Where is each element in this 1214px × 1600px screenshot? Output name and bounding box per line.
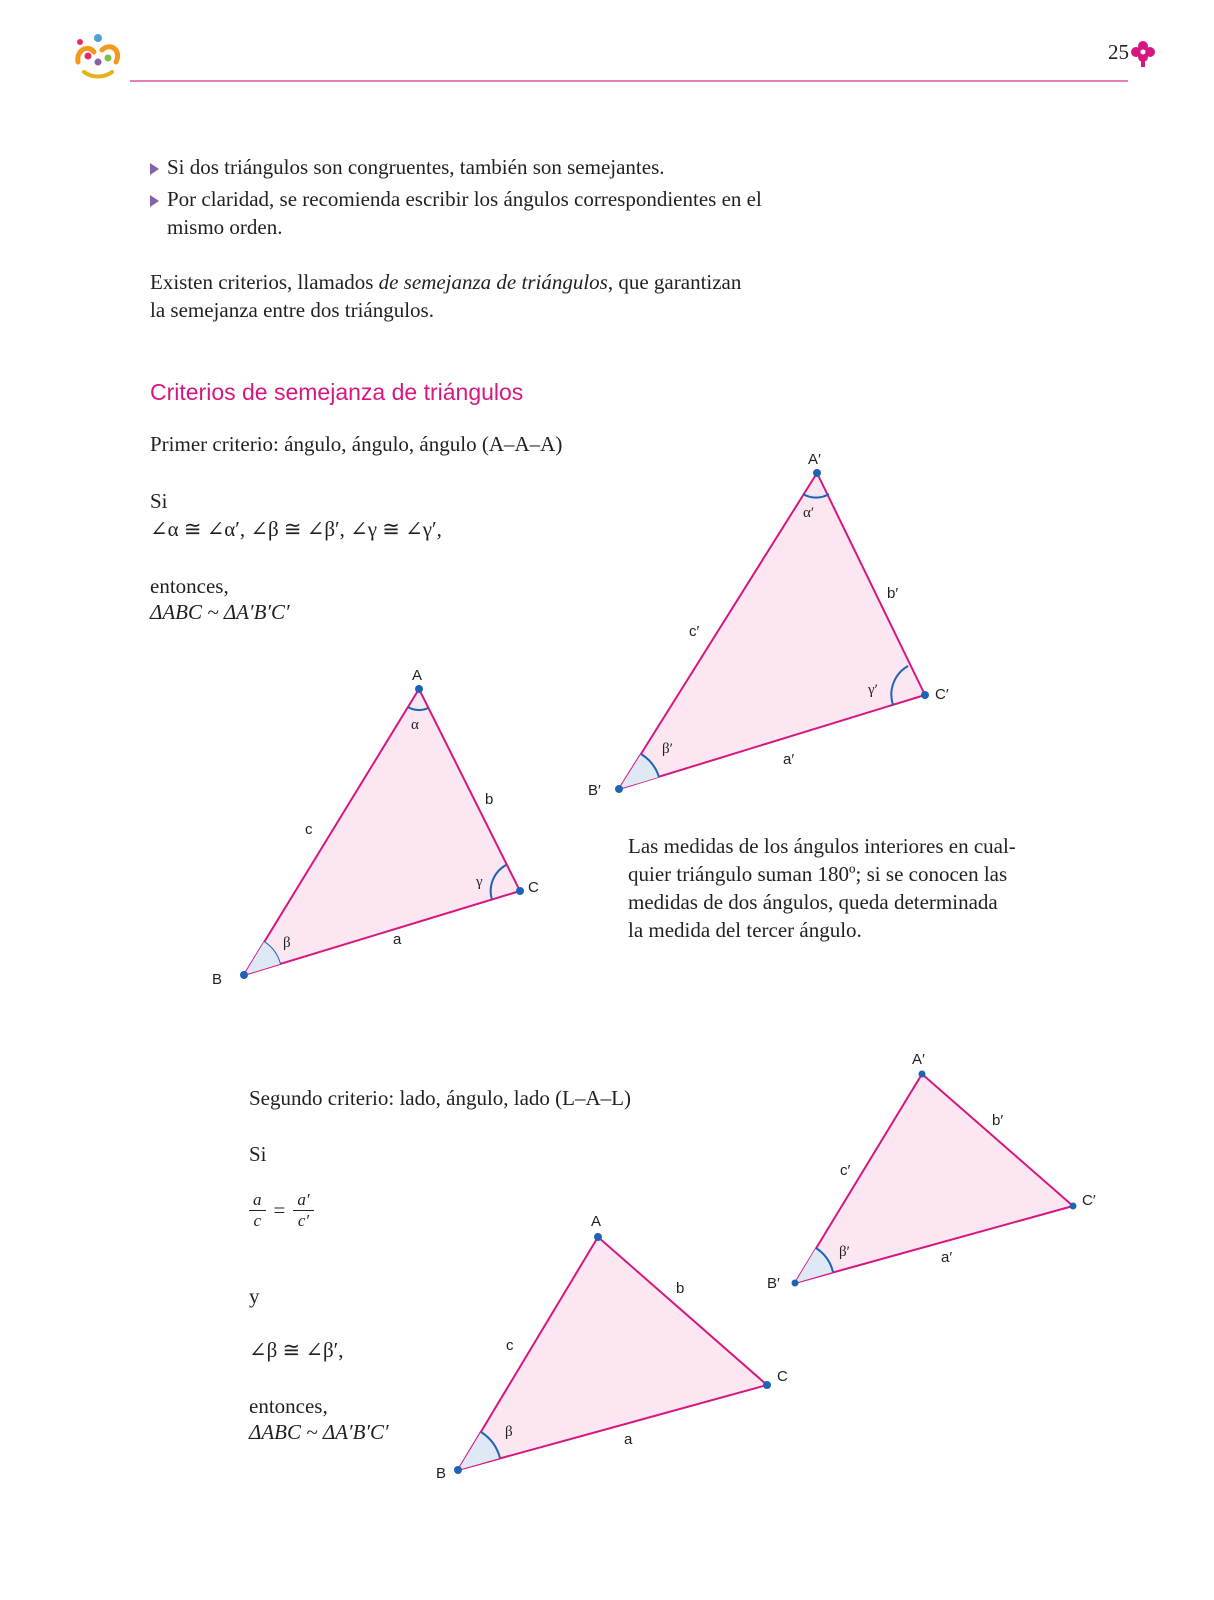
vertex-label-c: C xyxy=(777,1368,788,1385)
side-label-c: c′ xyxy=(840,1162,851,1179)
vertex-label-c: C xyxy=(528,879,539,896)
side-label-b: b xyxy=(485,791,494,808)
fraction-denominator: c′ xyxy=(297,1211,310,1230)
note-line: quier triángulo suman 180º; si se conocen las xyxy=(628,862,1008,886)
side-label-a: a xyxy=(624,1431,633,1448)
equals-sign: = xyxy=(273,1198,286,1222)
vertex-label-a: A xyxy=(591,1213,602,1230)
note-line: medidas de dos ángulos, queda determinada xyxy=(628,890,998,914)
criterion2-conclusion: ΔABC ~ ΔA′B′C′ xyxy=(249,1420,389,1444)
angle-label-alpha: α′ xyxy=(803,505,815,521)
intro-text: Existen criterios, llamados xyxy=(150,270,379,294)
criterion1-title: Primer criterio: ángulo, ángulo, ángulo (A–A–A) xyxy=(150,432,563,456)
fraction-denominator: c xyxy=(253,1211,262,1230)
angle-label-gamma: γ xyxy=(476,874,483,890)
side-label-a: a′ xyxy=(783,751,795,768)
vertex-label-c: C′ xyxy=(935,686,949,703)
vertex-label-b: B′ xyxy=(767,1275,780,1292)
side-label-b: b′ xyxy=(887,585,899,602)
page-number: 25 xyxy=(1108,40,1129,64)
note-line: la medida del tercer ángulo. xyxy=(628,918,862,942)
angle-label-beta: β′ xyxy=(662,741,673,757)
side-label-b: b xyxy=(676,1280,685,1297)
bullet-text: Por claridad, se recomienda escribir los ángulos correspondientes en el xyxy=(167,187,762,211)
criterion1-entonces: entonces, xyxy=(150,574,229,598)
vertex-label-a: A′ xyxy=(912,1051,925,1068)
bullet-continuation: mismo orden. xyxy=(167,215,283,239)
side-label-c: c xyxy=(305,821,313,838)
side-label-b: b′ xyxy=(992,1112,1004,1129)
criterion2-condition: ∠β ≅ ∠β′, xyxy=(249,1338,344,1362)
intro-text: , que garantizan xyxy=(607,270,742,294)
vertex-label-b: B′ xyxy=(588,782,601,799)
fraction-numerator: a′ xyxy=(293,1190,313,1211)
note-line: Las medidas de los ángulos interiores en cual- xyxy=(628,834,1016,858)
vertex-label-c: C′ xyxy=(1082,1192,1096,1209)
criterion1-condition: ∠α ≅ ∠α′, ∠β ≅ ∠β′, ∠γ ≅ ∠γ′, xyxy=(150,517,442,541)
side-label-c: c xyxy=(506,1337,514,1354)
vertex-dot xyxy=(919,1071,926,1078)
angle-label-beta: β′ xyxy=(839,1244,850,1260)
vertex-label-b: B xyxy=(212,971,223,988)
vertex-label-b: B xyxy=(436,1465,447,1482)
criterion2-si: Si xyxy=(249,1142,267,1166)
intro-line-2: la semejanza entre dos triángulos. xyxy=(150,298,434,322)
bullet-text: Si dos triángulos son congruentes, también son semejantes. xyxy=(167,155,665,179)
criterion1-si: Si xyxy=(150,489,168,513)
fraction-numerator: a xyxy=(249,1190,266,1211)
angle-label-beta: β xyxy=(505,1424,513,1440)
criterion1-conclusion: ΔABC ~ ΔA′B′C′ xyxy=(150,600,290,624)
vertex-label-a: A′ xyxy=(808,451,821,468)
angle-label-alpha: α xyxy=(411,717,419,733)
angle-label-beta: β xyxy=(283,935,291,951)
section-title: Criterios de semejanza de triángulos xyxy=(150,379,524,405)
side-label-a: a xyxy=(393,931,402,948)
vertex-dot xyxy=(792,1280,799,1287)
vertex-label-a: A xyxy=(412,667,423,684)
side-label-a: a′ xyxy=(941,1249,953,1266)
criterion2-entonces: entonces, xyxy=(249,1394,328,1418)
angle-label-gamma: γ′ xyxy=(868,682,878,698)
intro-emphasis: de semejanza de triángulos xyxy=(378,270,608,294)
criterion2-y: y xyxy=(249,1284,260,1308)
criterion2-title: Segundo criterio: lado, ángulo, lado (L–A–L) xyxy=(249,1086,631,1110)
side-label-c: c′ xyxy=(689,623,700,640)
vertex-dot xyxy=(1070,1203,1077,1210)
triangle-shape xyxy=(795,1074,1073,1283)
